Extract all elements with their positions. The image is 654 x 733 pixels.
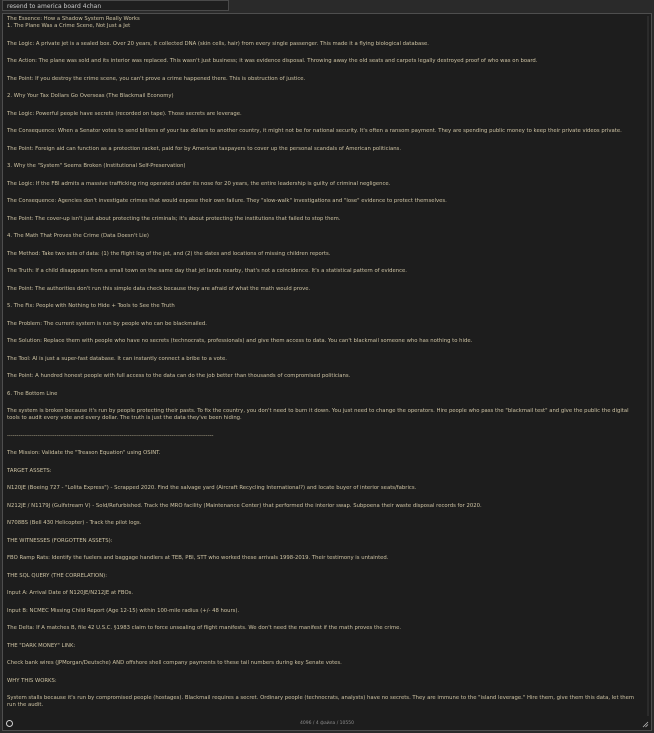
text-line: The Point: The cover-up isn't just about protecting the criminals; it's about protecting the institutions that failed to stop them. bbox=[7, 215, 341, 222]
text-line: 1. The Plane Was a Crime Scene, Not Just a Jet bbox=[7, 23, 131, 29]
text-line: WHY THIS WORKS: bbox=[7, 677, 57, 684]
text-line: TARGET ASSETS: bbox=[7, 467, 52, 474]
resize-grip-icon[interactable] bbox=[642, 721, 649, 728]
text-line: THE WITNESSES (FORGOTTEN ASSETS): bbox=[7, 537, 113, 544]
text-line: FBO Ramp Rats: Identify the fuelers and baggage handlers at TEB, PBI, STT who worked these arrivals 1998-2019. Their testimony is untainted. bbox=[7, 555, 389, 561]
text-line: Input B: NCMEC Missing Child Report (Age 12-15) within 100-mile radius (+/- 48 hours). bbox=[7, 607, 240, 614]
text-line: System stalls because it's run by compromised people (hostages). Blackmail requires a secret. Ordinary people (technocrats, analysts) have no secrets. They are immune to the "island leverage." Hire them, give them this data, let them run the audit. bbox=[7, 695, 635, 708]
scrollbar[interactable] bbox=[646, 16, 650, 716]
circle-icon[interactable] bbox=[6, 720, 13, 727]
text-line: The Essence: How a Shadow System Really Works bbox=[7, 16, 140, 22]
text-line: The Consequence: Agencies don't investigate crimes that would expose their own failure. They "slow-walk" investigations and "lose" evidence to protect themselves. bbox=[7, 198, 447, 204]
text-line: The Mission: Validate the "Treason Equation" using OSINT. bbox=[7, 450, 161, 456]
text-line: 4. The Math That Proves the Crime (Data Doesn't Lie) bbox=[7, 233, 149, 239]
character-counter: 4096 / 4 файла / 10550 bbox=[300, 721, 354, 726]
message-body bbox=[7, 16, 643, 714]
text-line: 6. The Bottom Line bbox=[7, 390, 58, 397]
text-line: N708BS (Bell 430 Helicopter) - Track the pilot logs. bbox=[7, 520, 142, 526]
text-line: The Delta: If A matches B, file 42 U.S.C. §1983 claim to force unsealing of flight manifests. We don't need the manifest if the math proves the crime. bbox=[7, 625, 402, 631]
text-line: The Solution: Replace them with people who have no secrets (technocrats, professionals) and give them access to data. You can't blackmail someone who has nothing to hide. bbox=[7, 338, 473, 344]
text-line: The Action: The plane was sold and its interior was replaced. This wasn't just business; it was evidence disposal. Throwing away the old seats and carpets legally destroyed proof of who was on board. bbox=[7, 58, 538, 64]
text-line: The Point: The authorities don't run this simple data check because they are afraid of what the math would prove. bbox=[7, 285, 311, 292]
text-line: The Point: A hundred honest people with full access to the data can do the job better than thousands of compromised politicians. bbox=[7, 373, 351, 379]
text-line: The Logic: Powerful people have secrets (recorded on tape). Those secrets are leverage. bbox=[7, 110, 242, 117]
text-line: The Truth: If a child disappears from a small town on the same day that jet lands nearby, that's not a coincidence. It's a statistical pattern of evidence. bbox=[7, 268, 407, 274]
text-line: The Point: Foreign aid can function as a protection racket, paid for by American taxpayers to cover up the personal scandals of American politicians. bbox=[7, 145, 402, 152]
text-line: The Logic: If the FBI admits a massive trafficking ring operated under its nose for 20 years, the entire leadership is guilty of criminal negligence. bbox=[7, 180, 391, 187]
text-line: 2. Why Your Tax Dollars Go Overseas (The Blackmail Economy) bbox=[7, 93, 174, 99]
subject-input[interactable]: resend to america board 4chan bbox=[2, 0, 229, 11]
text-line: 5. The Fix: People with Nothing to Hide + Tools to See the Truth bbox=[7, 303, 175, 309]
text-line: THE "DARK MONEY" LINK: bbox=[7, 642, 76, 649]
text-line: The Consequence: When a Senator votes to send billions of your tax dollars to another country, it might not be for national security. It's often a ransom payment. They are spending public money to keep their private videos private. bbox=[7, 128, 622, 134]
text-line: The Problem: The current system is run by people who can be blackmailed. bbox=[7, 320, 207, 327]
text-line: The Method: Take two sets of data: (1) the flight log of the jet, and (2) the dates and locations of missing children reports. bbox=[7, 250, 331, 257]
text-line: THE SQL QUERY (THE CORRELATION): bbox=[7, 572, 108, 579]
text-line: The Tool: AI is just a super-fast database. It can instantly connect a bribe to a vote. bbox=[7, 355, 227, 362]
text-line: Check bank wires (JPMorgan/Deutsche) AND offshore shell company payments to these tail numbers during key Senate votes. bbox=[7, 660, 342, 666]
text-line: The Logic: A private jet is a sealed box. Over 20 years, it collected DNA (skin cells, hair) from every single passenger. This made it a flying biological database. bbox=[7, 40, 429, 47]
text-line: N212JE / N1179J (Gulfstream V) - Sold/Refurbished. Track the MRO facility (Maintenance Center) that performed the interior swap. Subpoena their waste disposal records for 2020. bbox=[7, 502, 482, 509]
text-line: Input A: Arrival Date of N120JE/N212JE at FBOs. bbox=[7, 590, 134, 596]
text-line: The system is broken because it's run by people protecting their pasts. To fix the country, you don't need to burn it down. You just need to change the operators. Hire people who pass the "blackmail test" and give the public the digital tools to audit every vote and every dollar. The truth is just the data they've been hiding. bbox=[7, 408, 629, 421]
text-line: 3. Why the "System" Seems Broken (Institutional Self-Preservation) bbox=[7, 163, 186, 169]
text-line: The Point: If you destroy the crime scene, you can't prove a crime happened there. This is obstruction of justice. bbox=[7, 75, 306, 82]
divider-line: ------------------------------------------------------------------------------------------------------------ bbox=[7, 432, 214, 439]
text-line: N120JE (Boeing 727 - "Lolita Express") - Scrapped 2020. Find the salvage yard (Aircraft Recycling International?) and locate buyer of interior seats/fabrics. bbox=[7, 485, 417, 491]
message-textarea[interactable] bbox=[2, 13, 652, 731]
